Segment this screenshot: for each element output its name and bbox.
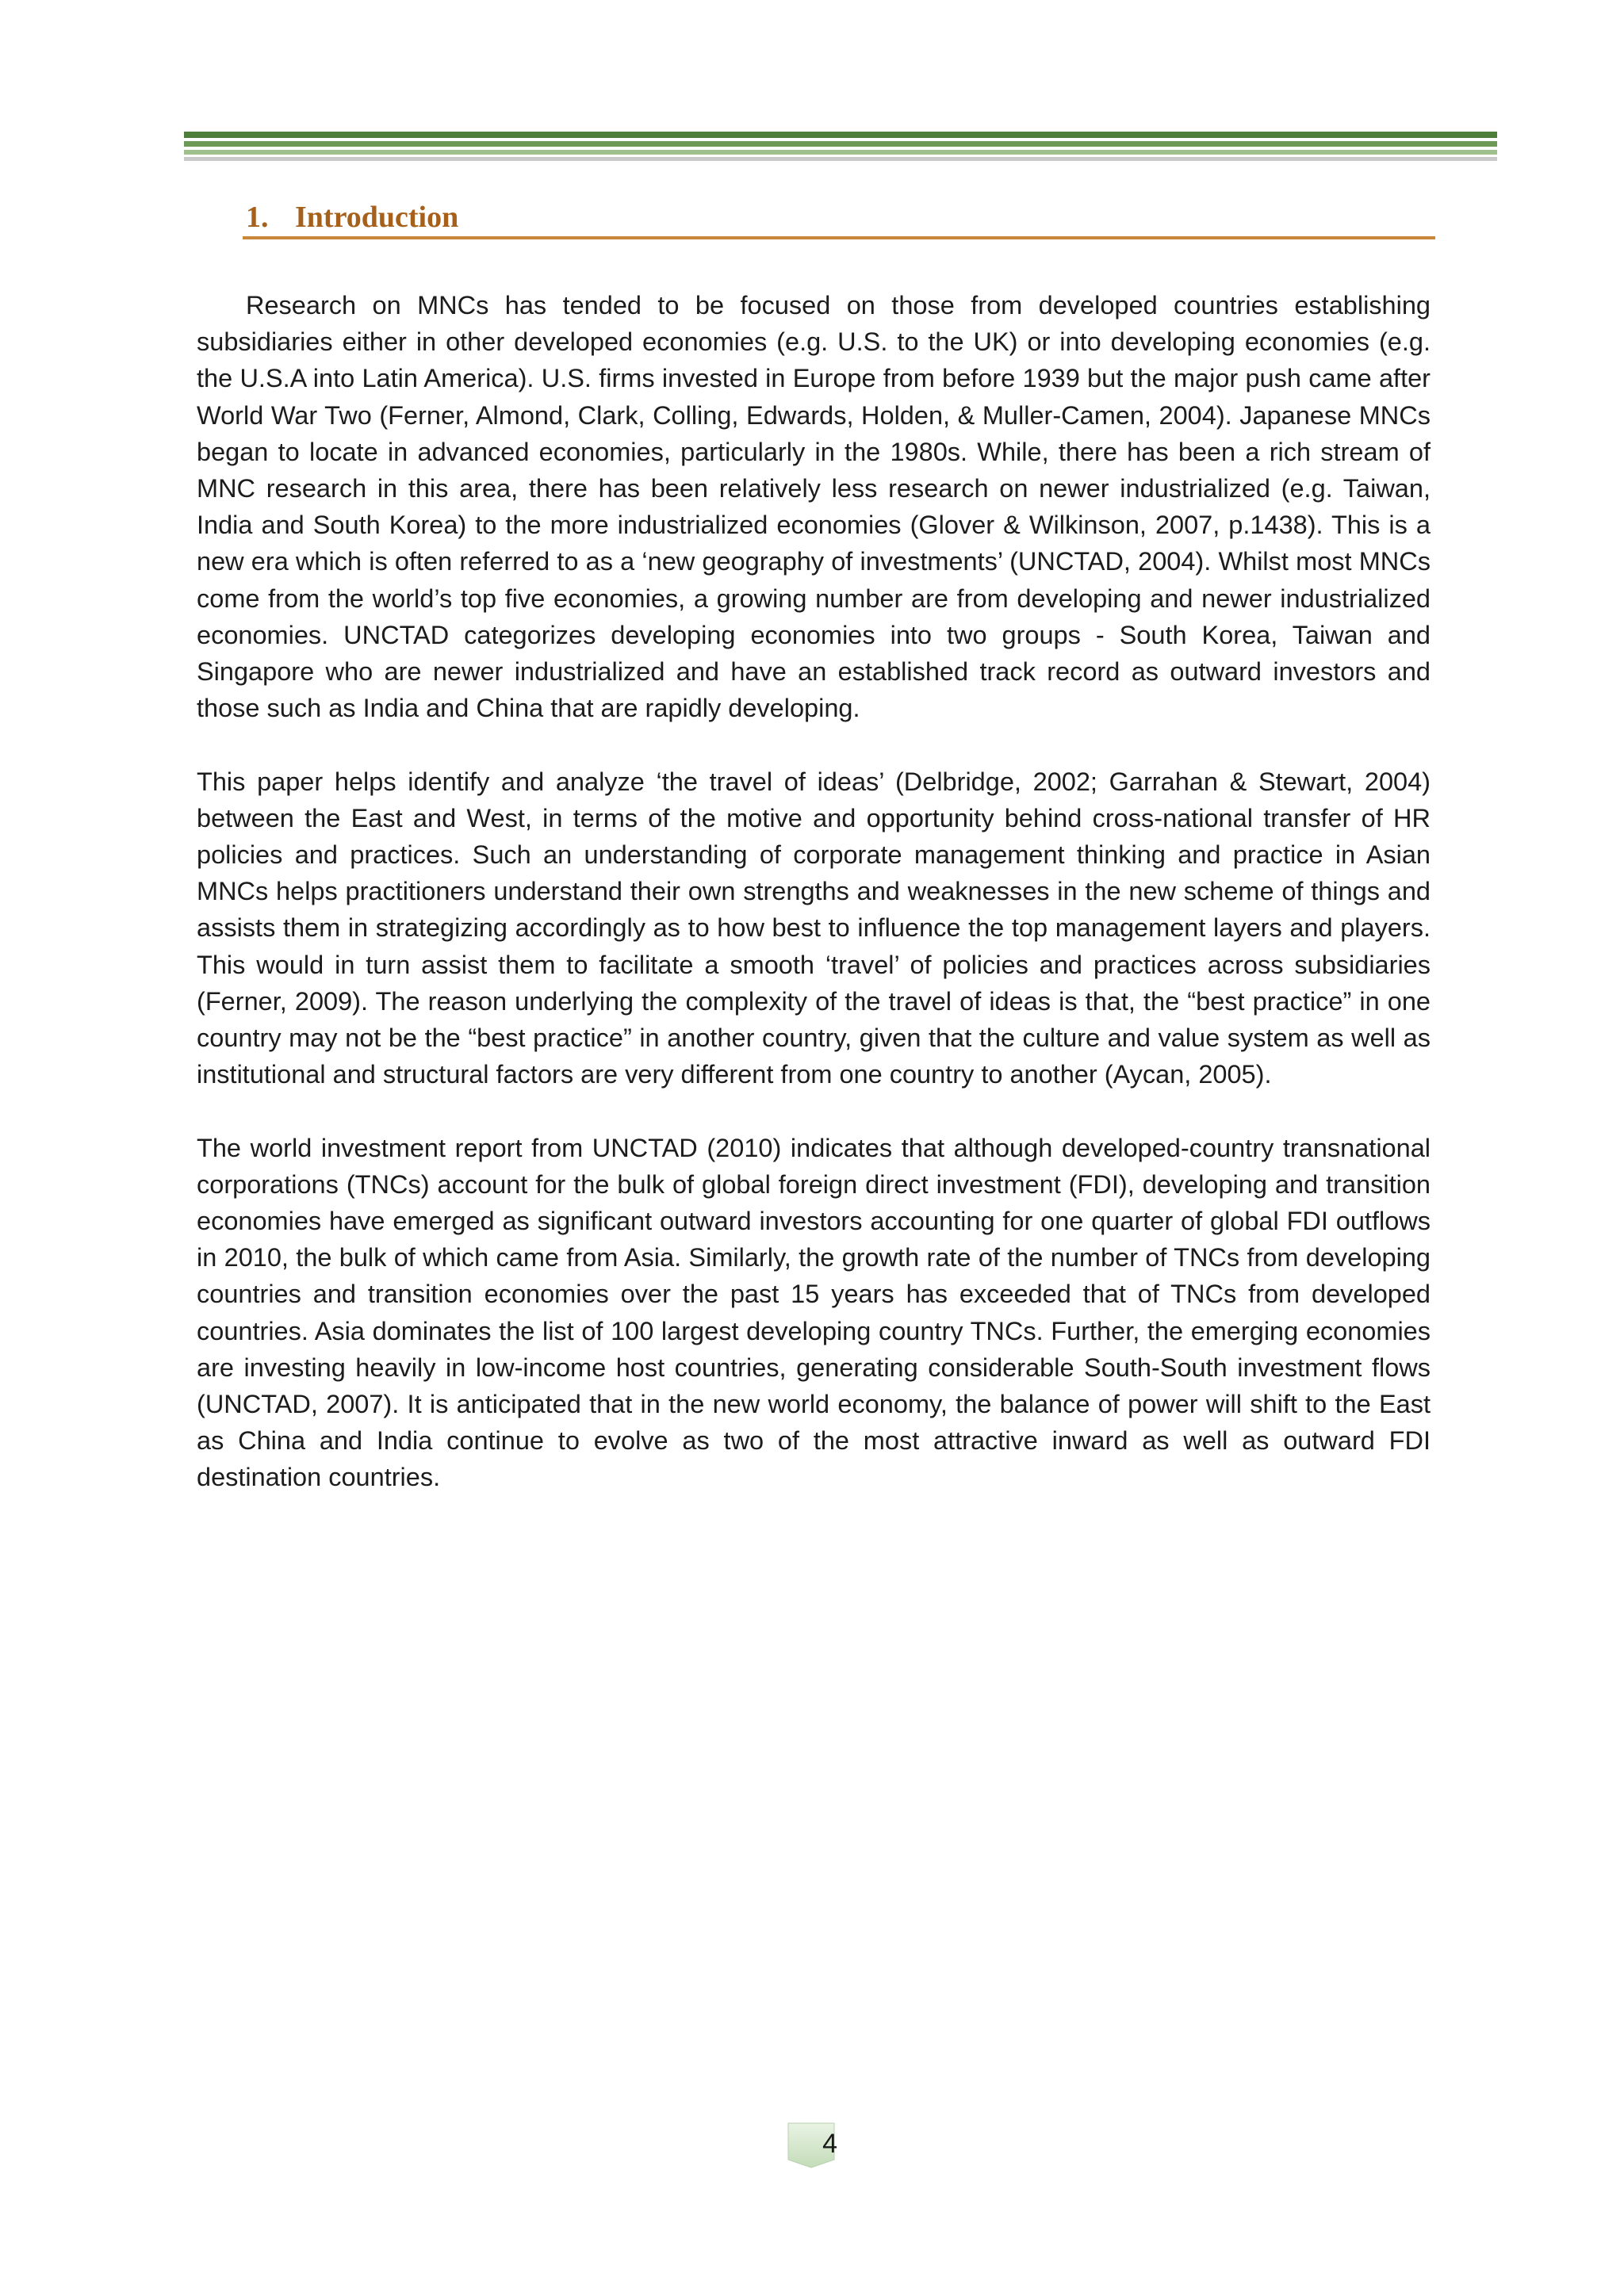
section-number: 1.	[246, 201, 269, 234]
paragraph-1: Research on MNCs has tended to be focused on those from developed countries establishing subsidiaries either in other developed economies (e.g. U.S. to the UK) or into developing economies (e.g. the U.S.A into Latin America). U.S. firms invested in Europe from before 1939 but the major push came after World War Two (Ferner, Almond, Clark, Colling, Edwards, Holden, & Muller-Camen, 2004). Japanese MNCs began to locate in advanced economies, particularly in the 1980s. While, there has been a rich stream of MNC research in this area, there has been relatively less research on newer industrialized (e.g. Taiwan, India and South Korea) to the more industrialized economies (Glover & Wilkinson, 2007, p.1438). This is a new era which is often referred to as a ‘new geography of investments’ (UNCTAD, 2004). Whilst most MNCs come from the world’s top five economies, a growing number are from developing and newer industrialized economies. UNCTAD categorizes developing economies into two groups - South Korea, Taiwan and Singapore who are newer industrialized and have an established track record as outward investors and those such as India and China that are rapidly developing.	[197, 291, 1431, 723]
header-stripe-mid	[184, 141, 1497, 147]
section-heading	[246, 195, 1435, 239]
section-title: Introduction	[295, 201, 459, 234]
section-heading-underline	[243, 236, 1435, 239]
header-stripe-dark	[184, 132, 1497, 138]
header-decorative-rule	[184, 132, 1497, 163]
page-footer	[785, 2122, 841, 2177]
header-stripe-light	[184, 150, 1497, 155]
header-stripe-shadow	[184, 157, 1497, 161]
paragraph-2: This paper helps identify and analyze ‘the travel of ideas’ (Delbridge, 2002; Garrahan & Stewart, 2004) between the East and West, in terms of the motive and opportunity behind cross-national transfer of HR policies and practices. Such an understanding of corporate management thinking and practice in Asian MNCs helps practitioners understand their own strengths and weaknesses in the new scheme of things and assists them in strategizing accordingly as to how best to influence the top management layers and players. This would in turn assist them to facilitate a smooth ‘travel’ of policies and practices across subsidiaries (Ferner, 2009). The reason underlying the complexity of the travel of ideas is that, the “best practice” in one country may not be the “best practice” in another country, given that the culture and value system as well as institutional and structural factors are very different from one country to another (Aycan, 2005).	[197, 767, 1431, 1089]
body-text	[197, 287, 1431, 1496]
page-number: 4	[822, 2129, 837, 2159]
paragraph-3: The world investment report from UNCTAD (2010) indicates that although developed-country transnational corporations (TNCs) account for the bulk of global foreign direct investment (FDI), developing and transition economies have emerged as significant outward investors accounting for one quarter of global FDI outflows in 2010, the bulk of which came from Asia. Similarly, the growth rate of the number of TNCs from developing countries and transition economies over the past 15 years has exceeded that of TNCs from developed countries. Asia dominates the list of 100 largest developing country TNCs. Further, the emerging economies are investing heavily in low-income host countries, generating considerable South-South investment flows (UNCTAD, 2007). It is anticipated that in the new world economy, the balance of power will shift to the East as China and India continue to evolve as two of the most attractive inward as well as outward FDI destination countries.	[197, 1133, 1431, 1492]
